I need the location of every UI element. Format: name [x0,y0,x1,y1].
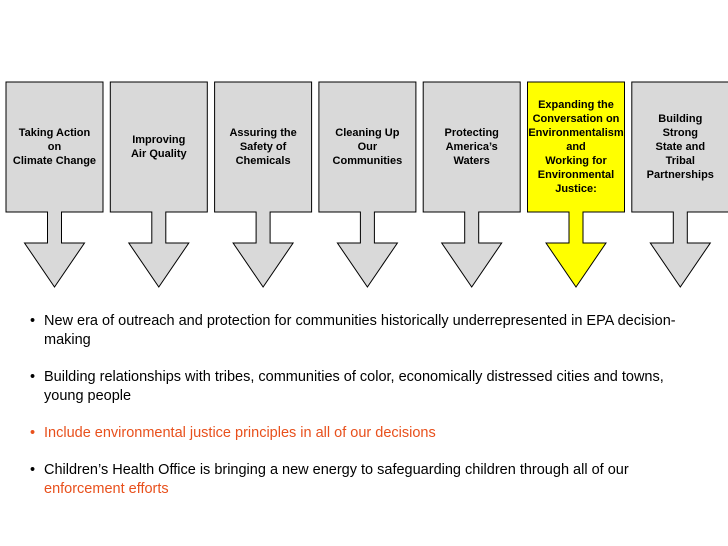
bullet-text: Children’s Health Office is bringing a new energy to safeguarding children through all of our [44,462,629,478]
bullet-item-3 [30,424,700,443]
bullet-text: Building relationships with tribes, communities of color, economically distressed cities and towns, young people [44,369,664,404]
theme-label-2: Improving Air Quality [130,134,187,160]
bullet-marker: • [30,313,36,329]
bullet-item-1 [30,312,700,350]
theme-label-6: Expanding the Conversation on Environmentalism and Working for Environmental Justice: [528,99,624,195]
bullet-text: New era of outreach and protection for communities historically underrepresented in EPA decision-making [44,313,676,348]
bullet-text: enforcement efforts [44,481,169,497]
theme-label-7: Building Strong State and Tribal Partnerships [646,113,714,181]
theme-label-3: Assuring the Safety of Chemicals [229,127,297,167]
theme-label-4: Cleaning Up Our Communities [332,127,403,167]
bullet-marker: • [30,369,36,385]
bullet-item-4 [30,461,700,499]
theme-label-1: Taking Action on Climate Change [12,127,97,167]
theme-label-5: Protecting America’s Waters [444,127,499,167]
bullet-text: Include environmental justice principles in all of our decisions [44,425,436,441]
bullet-marker: • [30,462,36,478]
bullet-list [30,312,700,517]
bullet-item-2 [30,368,700,406]
bullet-marker: • [30,425,36,441]
